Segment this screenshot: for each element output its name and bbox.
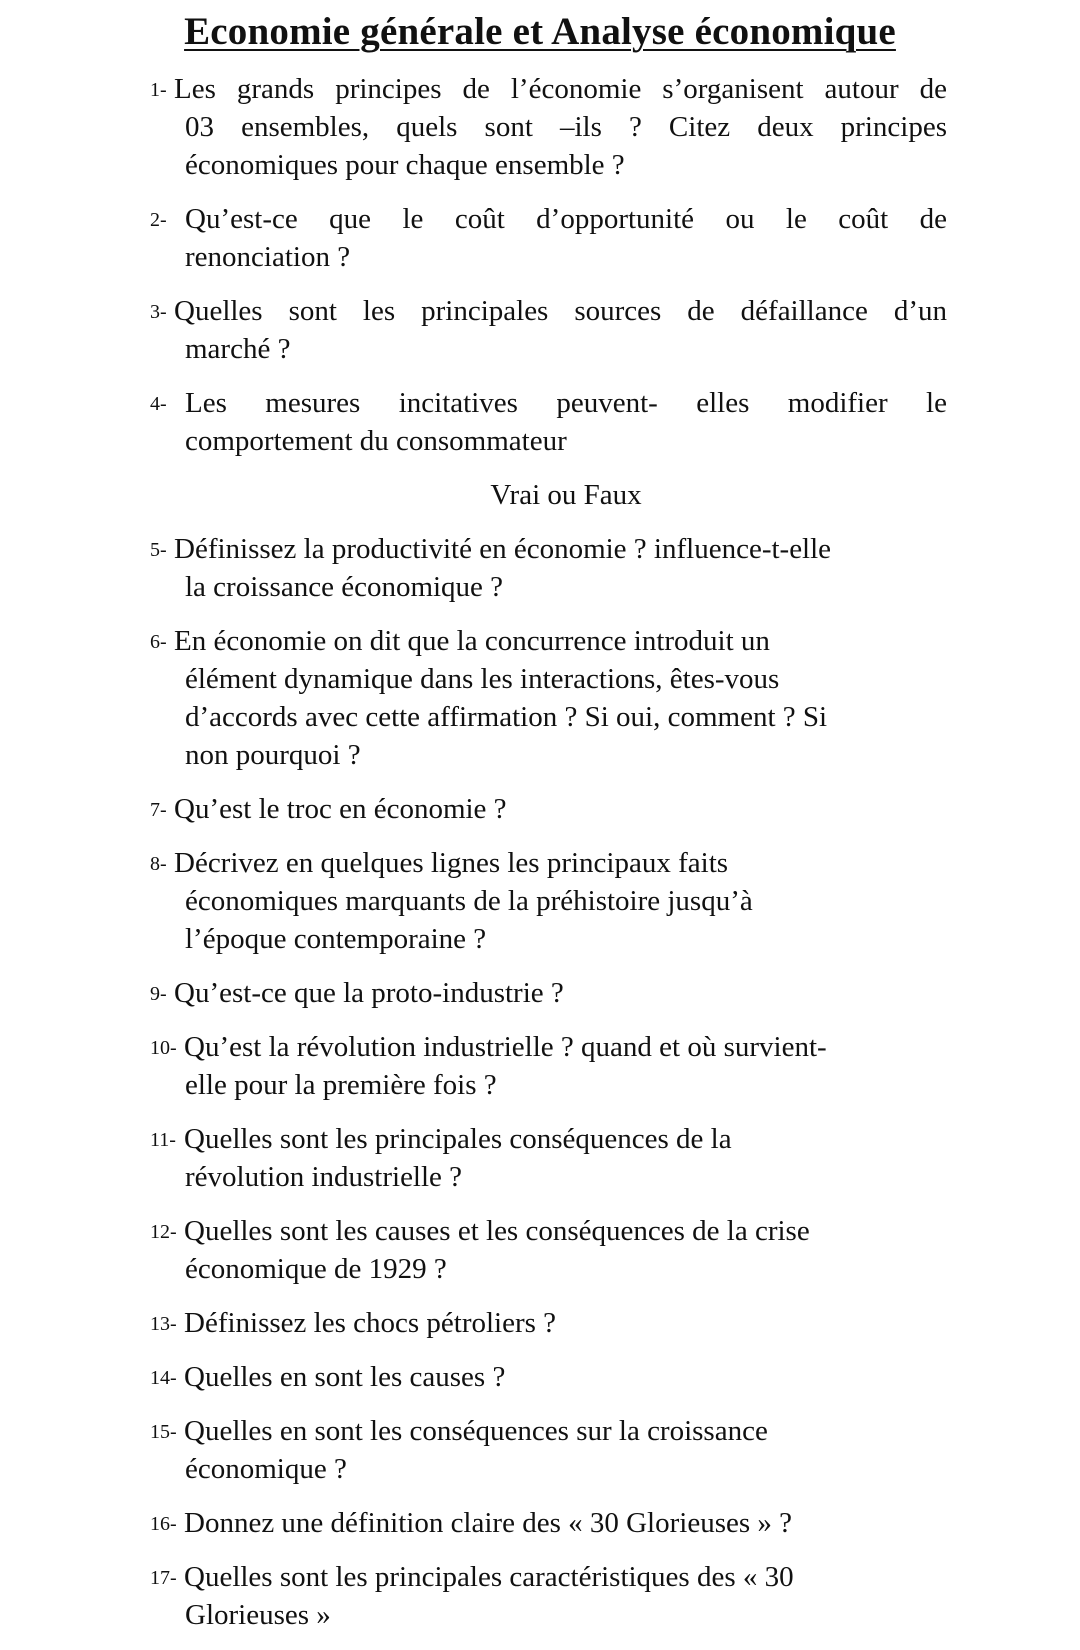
question-line: Quelles en sont les conséquences sur la croissance — [184, 1415, 768, 1447]
question-item — [150, 844, 947, 958]
question-line: l’époque contemporaine ? — [185, 923, 487, 955]
question-number: 7- — [150, 799, 167, 821]
question-number: 11- — [150, 1129, 176, 1151]
question-line: économique ? — [185, 1453, 347, 1485]
question-number: 16- — [150, 1513, 177, 1535]
question-number: 15- — [150, 1421, 177, 1443]
question-text — [185, 384, 947, 460]
question-line: Quelles sont les principales caractéristiques des « 30 — [184, 1561, 794, 1593]
question-number: 4- — [150, 393, 167, 415]
question-text — [185, 1304, 947, 1342]
question-line: Les mesures incitatives peuvent- elles modifier le — [185, 387, 947, 419]
question-line: Définissez la productivité en économie ? influence-t-elle — [174, 533, 832, 565]
question-line: Quelles sont les principales conséquences de la — [184, 1123, 732, 1155]
question-line: renonciation ? — [185, 241, 351, 273]
question-line: Quelles sont les causes et les conséquences de la crise — [184, 1215, 810, 1247]
question-text — [174, 790, 947, 828]
question-number: 9- — [150, 983, 167, 1005]
question-number: 14- — [150, 1367, 177, 1389]
question-item — [150, 1120, 947, 1196]
question-line: elle pour la première fois ? — [185, 1069, 497, 1101]
question-text — [185, 200, 947, 276]
question-line: comportement du consommateur — [185, 425, 567, 457]
question-line: Qu’est-ce que la proto-industrie ? — [174, 977, 564, 1009]
question-item — [150, 70, 947, 184]
question-item — [150, 292, 947, 368]
question-line: économiques pour chaque ensemble ? — [185, 149, 625, 181]
question-list — [150, 70, 947, 1650]
question-text — [185, 1558, 947, 1634]
question-line: Quelles en sont les causes ? — [184, 1361, 506, 1393]
question-line: 03 ensembles, quels sont –ils ? Citez deux principes — [185, 111, 947, 143]
question-line: économique de 1929 ? — [185, 1253, 447, 1285]
question-line: élément dynamique dans les interactions, êtes-vous — [185, 663, 780, 695]
question-number: 10- — [150, 1037, 177, 1059]
question-number: 5- — [150, 539, 167, 561]
question-text — [185, 1120, 947, 1196]
question-line: non pourquoi ? — [185, 739, 361, 771]
question-item — [150, 790, 947, 828]
question-number: 17- — [150, 1567, 177, 1589]
question-line: Quelles sont les principales sources de défaillance d’un — [174, 295, 947, 327]
question-line: d’accords avec cette affirmation ? Si oui, comment ? Si — [185, 701, 828, 733]
question-item — [150, 622, 947, 774]
question-text — [185, 1504, 947, 1542]
question-number: 8- — [150, 853, 167, 875]
question-item — [150, 1212, 947, 1288]
question-line: Les grands principes de l’économie s’organisent autour de — [174, 73, 947, 105]
question-text — [185, 1028, 947, 1104]
question-text — [174, 292, 947, 368]
question-text — [185, 1212, 947, 1288]
page-title: Economie générale et Analyse économique — [184, 10, 896, 53]
question-line: Donnez une définition claire des « 30 Glorieuses » ? — [184, 1507, 793, 1539]
question-line: révolution industrielle ? — [185, 1161, 463, 1193]
answer-hint: Vrai ou Faux — [490, 479, 642, 511]
question-line: Qu’est le troc en économie ? — [174, 793, 507, 825]
question-line: Décrivez en quelques lignes les principaux faits — [174, 847, 729, 879]
question-text — [174, 974, 947, 1012]
question-item — [150, 1358, 947, 1396]
question-number: 1- — [150, 79, 167, 101]
question-text — [185, 1412, 947, 1488]
question-text — [174, 70, 947, 184]
question-line: Qu’est la révolution industrielle ? quand et où survient- — [184, 1031, 827, 1063]
question-item — [150, 1504, 947, 1542]
question-item — [150, 1558, 947, 1634]
question-item — [150, 1304, 947, 1342]
question-number: 2- — [150, 209, 167, 231]
question-item — [150, 1412, 947, 1488]
question-line: Définissez les chocs pétroliers ? — [184, 1307, 557, 1339]
question-text — [174, 622, 947, 774]
question-item — [150, 200, 947, 276]
question-line: En économie on dit que la concurrence introduit un — [174, 625, 770, 657]
question-item — [150, 1028, 947, 1104]
question-line: marché ? — [185, 333, 291, 365]
question-number: 13- — [150, 1313, 177, 1335]
question-number: 3- — [150, 301, 167, 323]
question-text — [174, 530, 947, 606]
question-text — [174, 844, 947, 958]
question-line: Glorieuses » — [185, 1599, 331, 1631]
question-text — [185, 1358, 947, 1396]
question-item — [150, 530, 947, 606]
question-number: 12- — [150, 1221, 177, 1243]
question-number: 6- — [150, 631, 167, 653]
question-item — [150, 974, 947, 1012]
question-line: Qu’est-ce que le coût d’opportunité ou le coût de — [185, 203, 947, 235]
question-line: la croissance économique ? — [185, 571, 504, 603]
question-item — [150, 384, 947, 460]
question-line: économiques marquants de la préhistoire jusqu’à — [185, 885, 753, 917]
